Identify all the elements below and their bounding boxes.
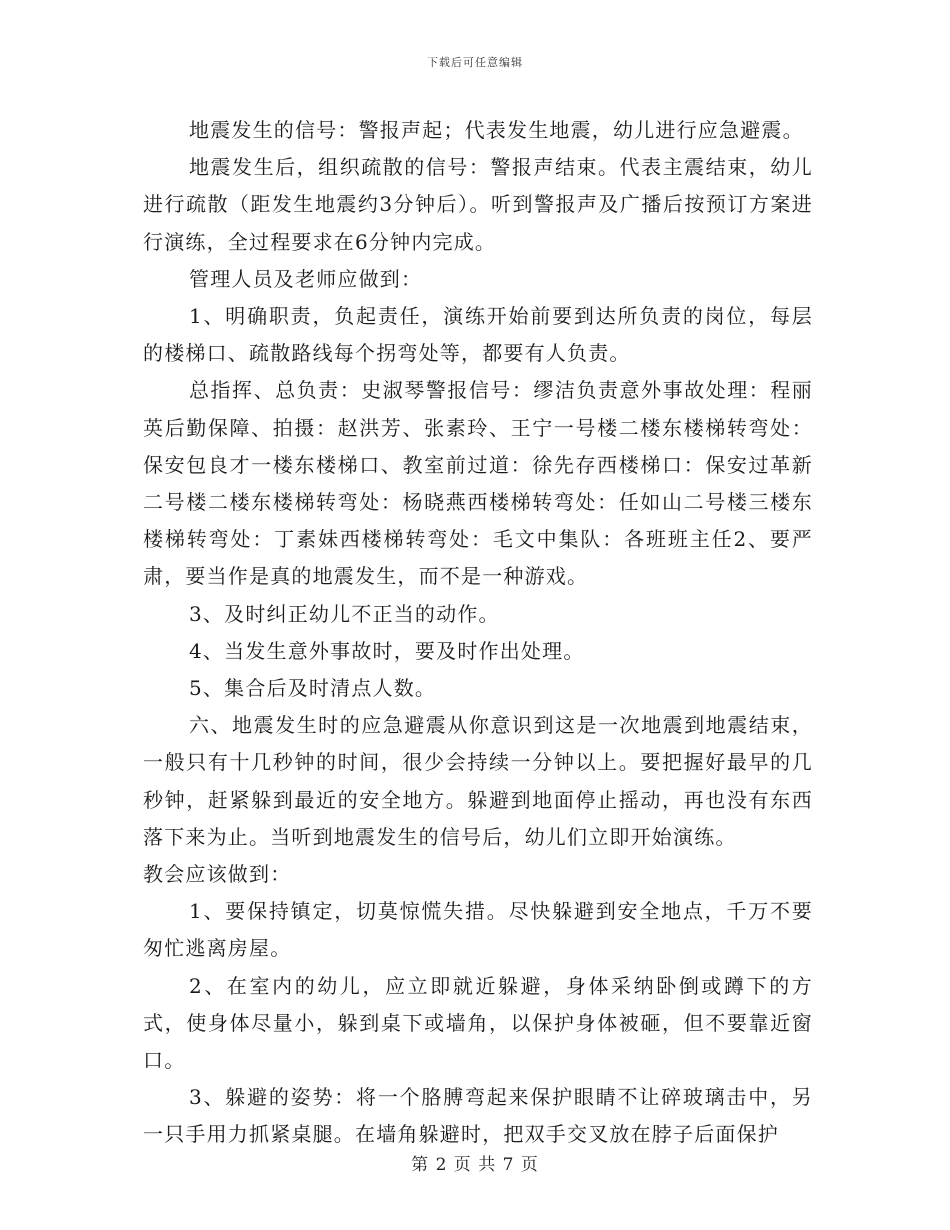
page-footer: 第 2 页 共 7 页 <box>411 1155 539 1175</box>
paragraph-assignments: 总指挥、总负责：史淑琴警报信号：缪洁负责意外事故处理：程丽英后勤保障、拍摄：赵洪芳、张素玲、王宁一号楼二楼东楼梯转弯处：保安包良才一楼东楼梯口、教室前过道：徐先存西楼梯口：保安过革新二号楼二楼东楼梯转弯处：杨晓燕西楼梯转弯处：任如山二号楼三楼东楼梯转弯处：丁素妹西楼梯转弯处：毛文中集队：各班班主任2、要严肃，要当作是真的地震发生，而不是一种游戏。 <box>143 378 813 589</box>
page-header: 下载后可任意编辑 <box>427 56 523 69</box>
paragraph-item-1: 1、明确职责，负起责任，演练开始前要到达所负责的岗位，每层的楼梯口、疏散路线每个拐弯处等，都要有人负责。 <box>143 304 813 366</box>
paragraph-item-5: 5、集合后及时清点人数。 <box>189 676 437 701</box>
paragraph-section-6: 六、地震发生时的应急避震从你意识到这是一次地震到地震结束，一般只有十几秒钟的时间，很少会持续一分钟以上。要把握好最早的几秒钟，赶紧躲到最近的安全地方。躲避到地面停止摇动，再也没有东西落下来为止。当听到地震发生的信号后，幼儿们立即开始演练。 <box>143 713 813 849</box>
paragraph-item-4: 4、当发生意外事故时，要及时作出处理。 <box>189 638 585 663</box>
paragraph-teach-heading: 教会应该做到： <box>143 862 292 887</box>
paragraph-item-3: 3、及时纠正幼儿不正当的动作。 <box>189 601 500 626</box>
paragraph-rule-2: 2、在室内的幼儿，应立即就近躲避，身体采纳卧倒或蹲下的方式，使身体尽量小，躲到桌下或墙角，以保护身体被砸，但不要靠近窗口。 <box>143 973 813 1073</box>
document-body <box>143 112 813 1154</box>
paragraph-signal-evacuate: 地震发生后，组织疏散的信号：警报声结束。代表主震结束，幼儿进行疏散（距发生地震约3分钟后）。听到警报声及广播后按预订方案进行演练，全过程要求在6分钟内完成。 <box>143 155 813 254</box>
paragraph-rule-1: 1、要保持镇定，切莫惊慌失措。尽快躲避到安全地点，千万不要匆忙逃离房屋。 <box>143 899 813 961</box>
paragraph-signal-start: 地震发生的信号：警报声起；代表发生地震，幼儿进行应急避震。 <box>189 118 804 142</box>
paragraph-rule-3: 3、躲避的姿势：将一个胳膊弯起来保护眼睛不让碎玻璃击中，另一只手用力抓紧桌腿。在墙角躲避时，把双手交叉放在脖子后面保护 <box>143 1085 813 1147</box>
paragraph-staff-heading: 管理人员及老师应做到： <box>189 266 423 291</box>
